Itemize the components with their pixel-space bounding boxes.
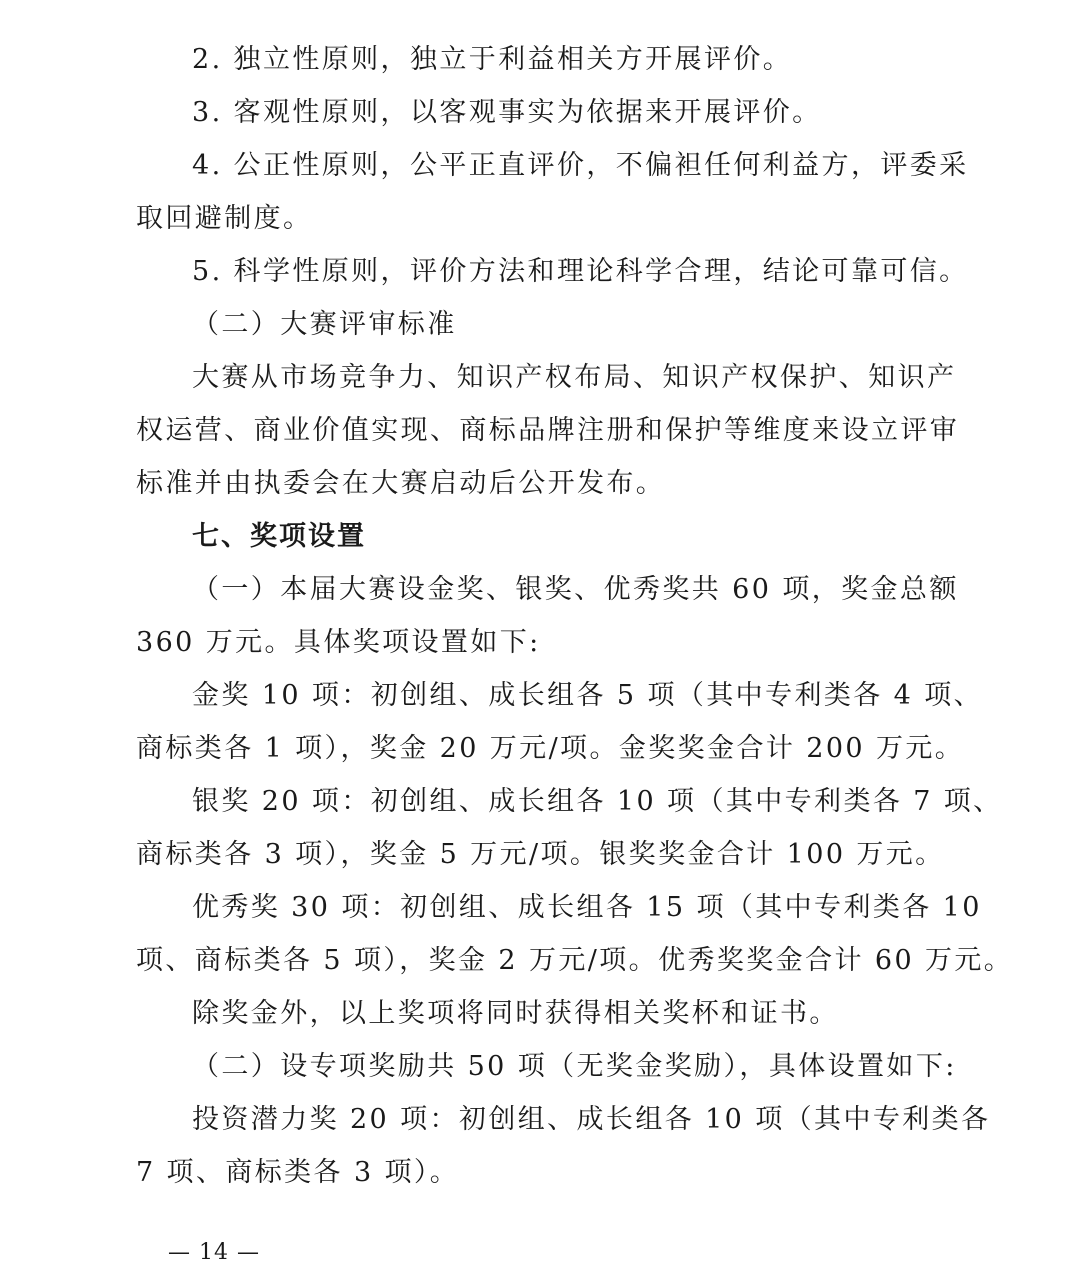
section-awards-heading: 七、奖项设置: [192, 521, 366, 552]
section-review-criteria-heading: （二）大赛评审标准: [192, 309, 457, 340]
principle-fairness-line2: 取回避制度。: [136, 203, 313, 234]
awards-intro-line2: 360 万元。具体奖项设置如下:: [136, 627, 541, 658]
principle-objectivity: 3. 客观性原则，以客观事实为依据来开展评价。: [192, 97, 822, 128]
special-awards-intro: （二）设专项奖励共 50 项（无奖金奖励），具体设置如下:: [192, 1051, 957, 1082]
silver-award-line2: 商标类各 3 项），奖金 5 万元/项。银奖奖金合计 100 万元。: [136, 839, 945, 870]
page-number: — 14 —: [168, 1240, 260, 1265]
principle-independence: 2. 独立性原则，独立于利益相关方开展评价。: [192, 44, 793, 75]
investment-potential-line2: 7 项、商标类各 3 项）。: [136, 1157, 460, 1188]
gold-award-line1: 金奖 10 项：初创组、成长组各 5 项（其中专利类各 4 项、: [192, 680, 984, 711]
silver-award-line1: 银奖 20 项：初创组、成长组各 10 项（其中专利类各 7 项、: [192, 786, 1003, 817]
excellence-award-line2: 项、商标类各 5 项），奖金 2 万元/项。优秀奖奖金合计 60 万元。: [136, 945, 1014, 976]
trophy-certificate-note: 除奖金外，以上奖项将同时获得相关奖杯和证书。: [192, 998, 839, 1029]
gold-award-line2: 商标类各 1 项），奖金 20 万元/项。金奖奖金合计 200 万元。: [136, 733, 965, 764]
review-criteria-line1: 大赛从市场竞争力、知识产权布局、知识产权保护、知识产: [192, 362, 957, 393]
awards-intro-line1: （一）本届大赛设金奖、银奖、优秀奖共 60 项，奖金总额: [192, 574, 959, 605]
principle-science: 5. 科学性原则，评价方法和理论科学合理，结论可靠可信。: [192, 256, 969, 287]
investment-potential-line1: 投资潜力奖 20 项：初创组、成长组各 10 项（其中专利类各: [192, 1104, 991, 1135]
excellence-award-line1: 优秀奖 30 项：初创组、成长组各 15 项（其中专利类各 10: [192, 892, 982, 923]
review-criteria-line3: 标准并由执委会在大赛启动后公开发布。: [136, 468, 666, 499]
principle-fairness-line1: 4. 公正性原则，公平正直评价，不偏袒任何利益方，评委采: [192, 150, 969, 181]
review-criteria-line2: 权运营、商业价值实现、商标品牌注册和保护等维度来设立评审: [136, 415, 960, 446]
